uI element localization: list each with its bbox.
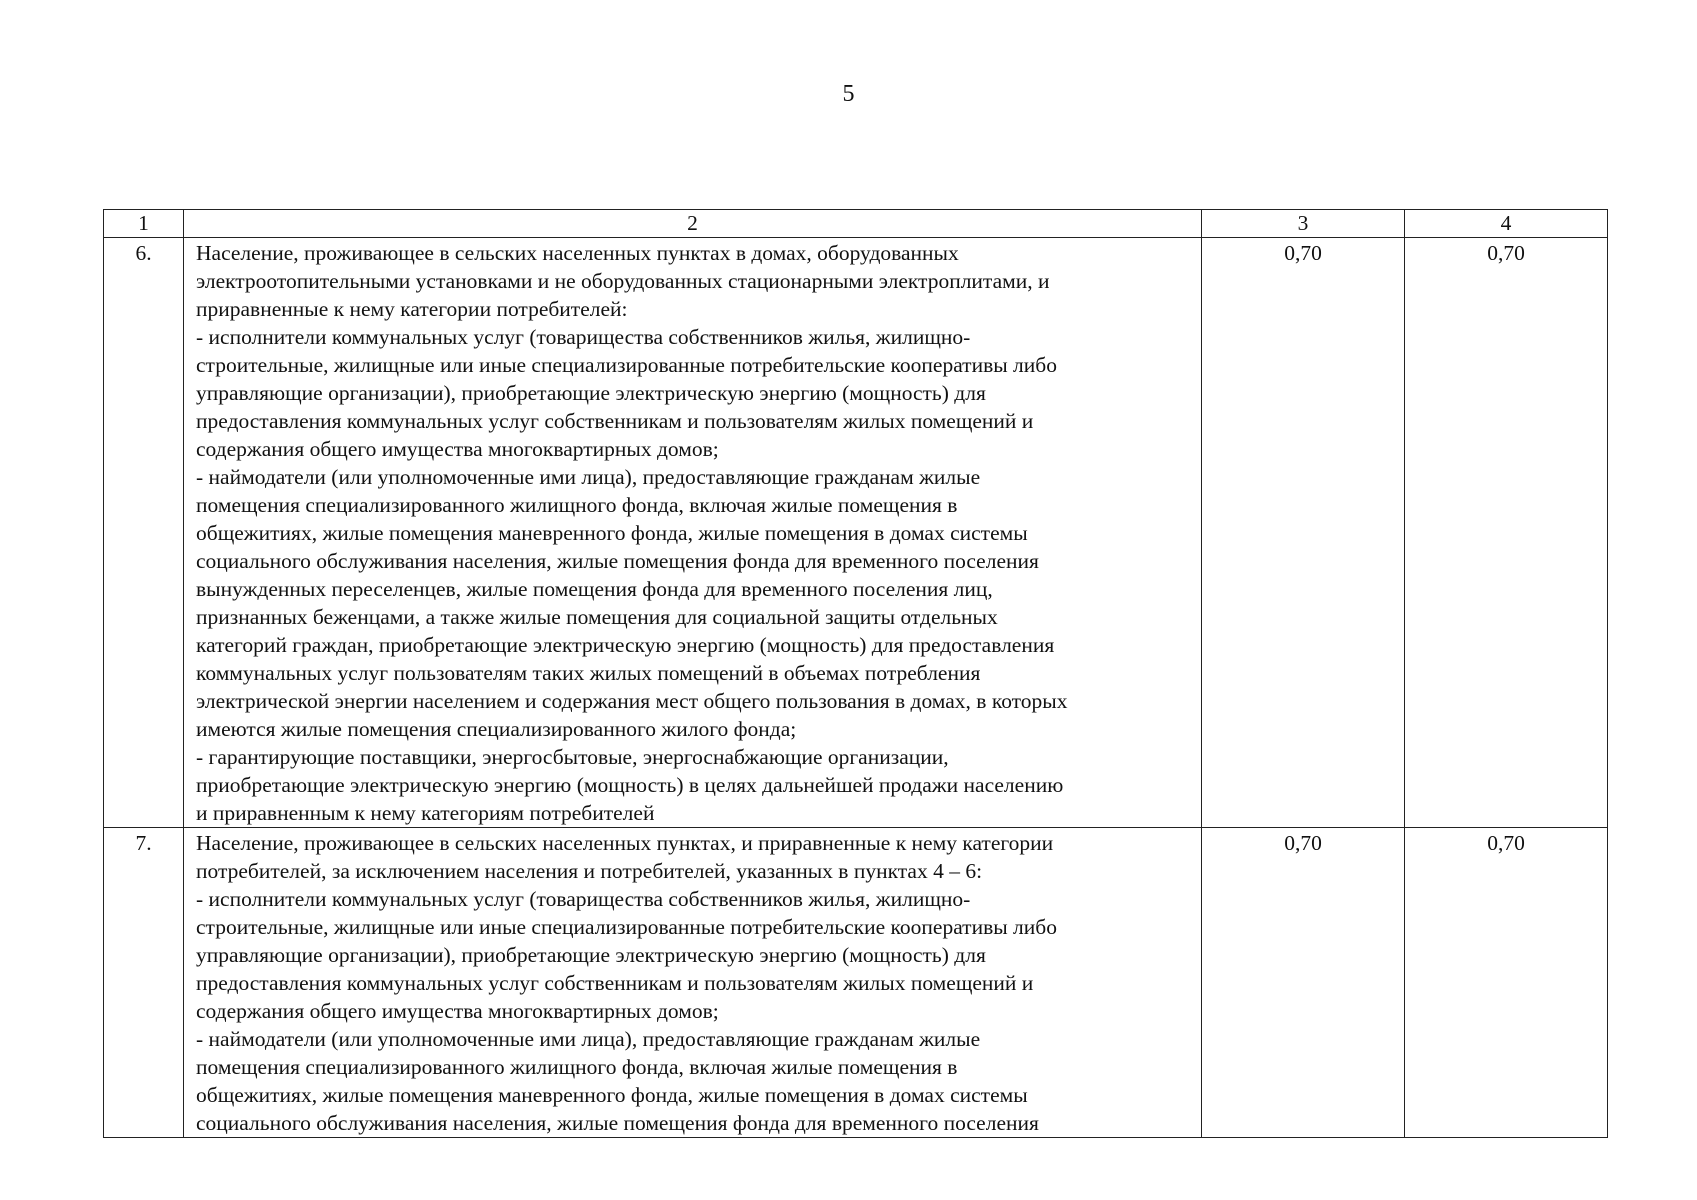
table-row <box>104 238 1608 828</box>
column-header: 3 <box>1202 210 1405 238</box>
column-header: 4 <box>1405 210 1608 238</box>
column-header: 1 <box>104 210 184 238</box>
page-number: 5 <box>842 81 855 107</box>
row-description: Население, проживающее в сельских населенных пунктах в домах, оборудованных электроотопительными установками и не оборудованных стационарными электроплитами, и приравненные к нему категории потребителей: - исполнители коммунальных услуг (товарищества собственников жилья, жилищно- строительные, жилищные или иные специализированные потребительские кооперативы либо управляющие организации), приобретающие электрическую энергию (мощность) для предоставления коммунальных услуг собственникам и пользователям жилых помещений и содержания общего имущества многоквартирных домов; - наймодатели (или уполномоченные ими лица), предоставляющие гражданам жилые помещения специализированного жилищного фонда, включая жилые помещения в общежитиях, жилые помещения маневренного фонда, жилые помещения в домах системы социального обслуживания населения, жилые помещения фонда для временного поселения вынужденных переселенцев, жилые помещения фонда для временного поселения лиц, признанных беженцами, а также жилые помещения для социальной защиты отдельных категорий граждан, приобретающие электрическую энергию (мощность) для предоставления коммунальных услуг пользователям таких жилых помещений в объемах потребления электрической энергии населением и содержания мест общего пользования в домах, в которых имеются жилые помещения специализированного жилого фонда; - гарантирующие поставщики, энергосбытовые, энергоснабжающие организации, приобретающие электрическую энергию (мощность) в целях дальнейшей продажи населению и приравненным к нему категориям потребителей <box>184 238 1202 828</box>
row-description: Население, проживающее в сельских населенных пунктах, и приравненные к нему категории потребителей, за исключением населения и потребителей, указанных в пунктах 4 – 6: - исполнители коммунальных услуг (товарищества собственников жилья, жилищно- строительные, жилищные или иные специализированные потребительские кооперативы либо управляющие организации), приобретающие электрическую энергию (мощность) для предоставления коммунальных услуг собственникам и пользователям жилых помещений и содержания общего имущества многоквартирных домов; - наймодатели (или уполномоченные ими лица), предоставляющие гражданам жилые помещения специализированного жилищного фонда, включая жилые помещения в общежитиях, жилые помещения маневренного фонда, жилые помещения в домах системы социального обслуживания населения, жилые помещения фонда для временного поселения <box>184 828 1202 1138</box>
row-value-col4: 0,70 <box>1405 828 1608 1138</box>
row-value-col3: 0,70 <box>1202 828 1405 1138</box>
tariff-table <box>103 209 1608 1138</box>
row-number: 7. <box>104 828 184 1138</box>
row-value-col4: 0,70 <box>1405 238 1608 828</box>
table-header-row <box>104 210 1608 238</box>
row-number: 6. <box>104 238 184 828</box>
row-value-col3: 0,70 <box>1202 238 1405 828</box>
table-row <box>104 828 1608 1138</box>
column-header: 2 <box>184 210 1202 238</box>
